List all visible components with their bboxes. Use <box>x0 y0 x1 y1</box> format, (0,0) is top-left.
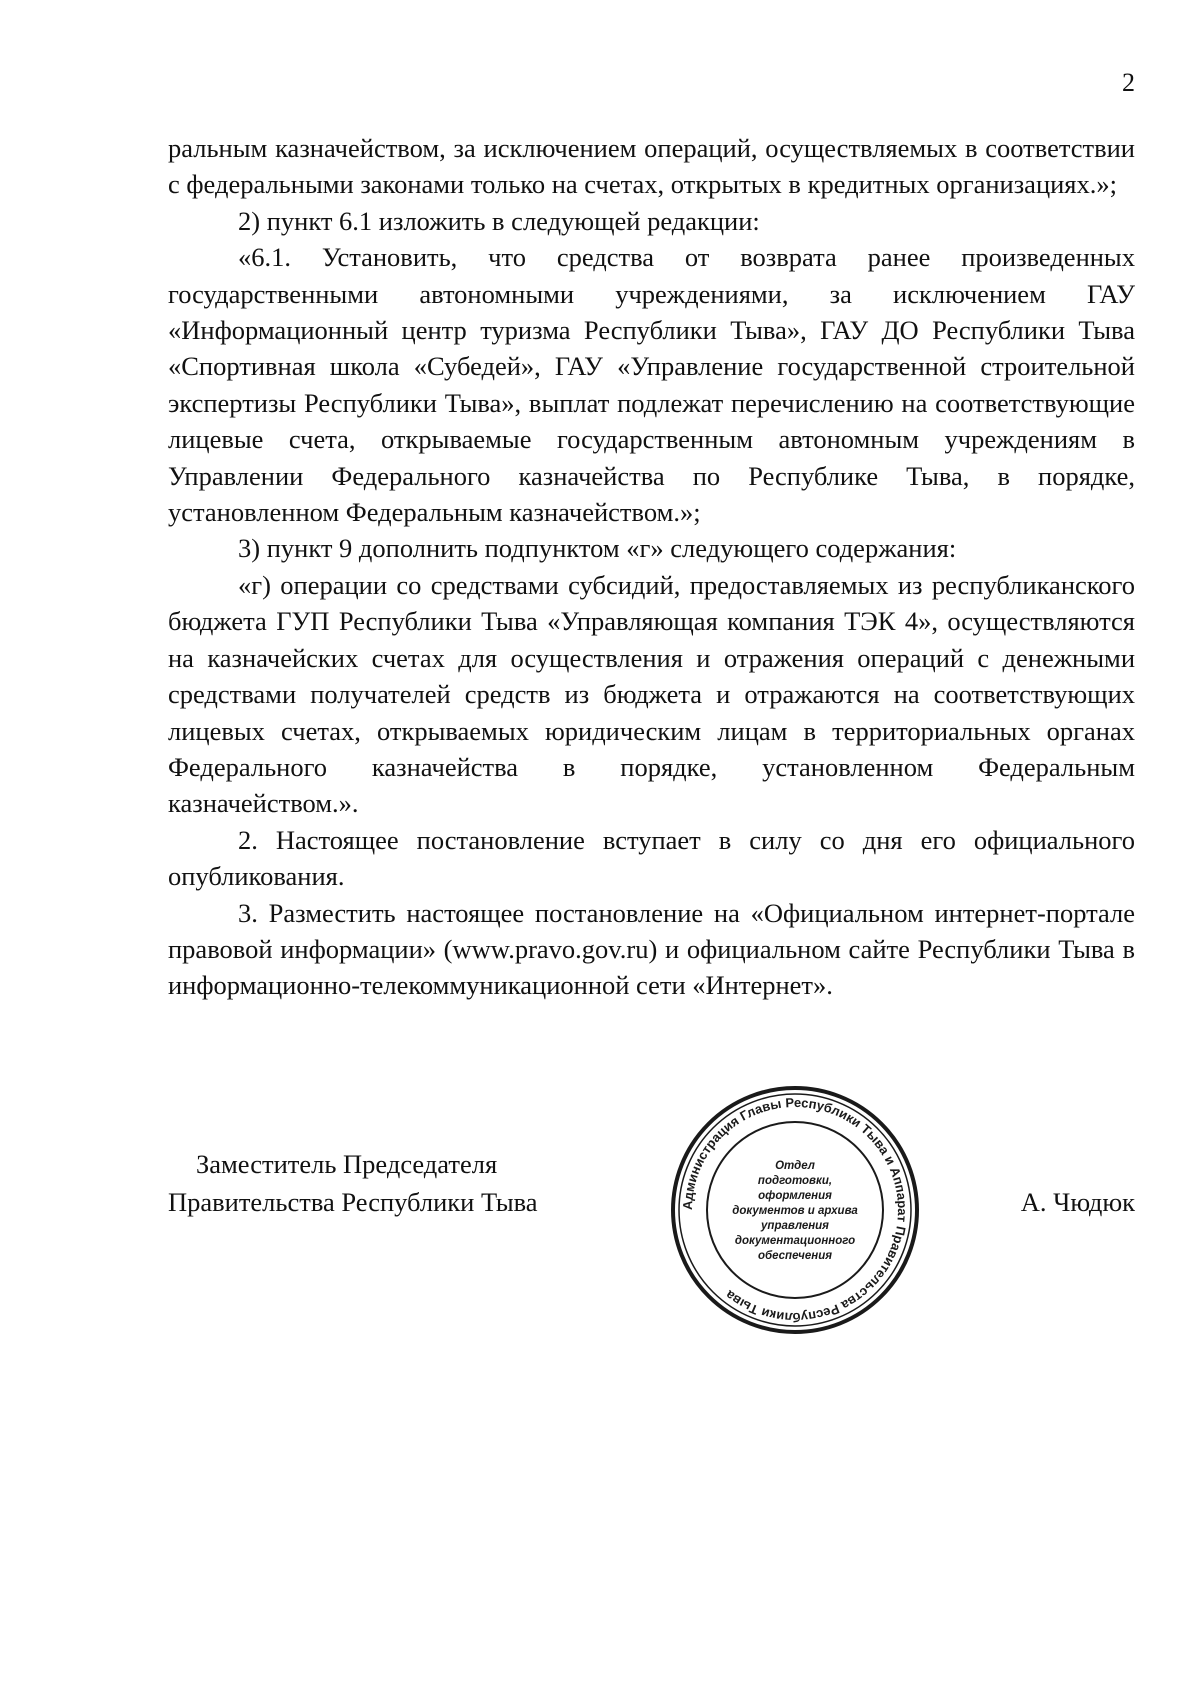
document-body <box>168 130 1135 1004</box>
paragraph-4: 3) пункт 9 дополнить подпунктом «г» следующего содержания: <box>238 533 957 564</box>
stamp-center-line-4: документов и архива <box>732 1205 858 1217</box>
official-stamp <box>665 1080 925 1340</box>
paragraph-6: 2. Настоящее постановление вступает в силу со дня его официального опубликования. <box>168 824 1135 892</box>
paragraph-5: «г) операции со средствами субсидий, предоставляемых из республиканского бюджета ГУП Республики Тыва «Управляющая компания ТЭК 4», осуществляются на казначейских счетах для осуществления и отражения операций с денежными средствами получателей средств из бюджета и отражаются на соответствующих лицевых счетах, открываемых юридическим лицам в территориальных органах Федерального казначейства в порядке, установленном Федеральным казначейством.». <box>168 569 1135 819</box>
paragraph-2: 2) пункт 6.1 изложить в следующей редакции: <box>238 205 760 236</box>
paragraph-3: «6.1. Установить, что средства от возврата ранее произведенных государственными автономными учреждениями, за исключением ГАУ «Информационный центр туризма Республики Тыва», ГАУ ДО Республики Тыва «Спортивная школа «Субедей», ГАУ «Управление государственной строительной экспертизы Республики Тыва», выплат подлежат перечислению на соответствующие лицевые счета, открываемые государственным автономным учреждениям в Управлении Федерального казначейства по Республике Тыва, в порядке, установленном Федеральным казначейством.»; <box>168 242 1135 528</box>
stamp-seal-graphic <box>665 1080 925 1340</box>
stamp-center-line-3: оформления <box>758 1190 832 1202</box>
paragraph-1: ральным казначейством, за исключением операций, осуществляемых в соответствии с федеральными законами только на счетах, открытых в кредитных организациях.»; <box>168 133 1135 200</box>
stamp-center-line-7: обеспечения <box>757 1250 833 1262</box>
stamp-center-line-6: документационного <box>734 1235 856 1247</box>
signer-position-line1: Заместитель Председателя <box>196 1149 498 1179</box>
signature-block <box>168 1145 588 1221</box>
stamp-center-line-2: подготовки, <box>757 1175 833 1187</box>
signer-name: А. Чюдюк <box>1020 1187 1135 1217</box>
stamp-ring-text-path: Администрация Главы Республики Тыва и Аппарат Правительства Республики Тыва <box>679 1094 911 1326</box>
stamp-center-line-1: Отдел <box>775 1160 815 1172</box>
signer-position-line2: Правительства Республики Тыва <box>168 1187 538 1217</box>
stamp-center-text <box>732 1160 858 1262</box>
page-number: 2 <box>1122 68 1135 97</box>
paragraph-7: 3. Разместить настоящее постановление на «Официальном интернет-портале правовой информации» (www.pravo.gov.ru) и официальном сайте Республики Тыва в информационно-телекоммуникационной сети «Интернет». <box>168 897 1135 1001</box>
stamp-center-line-5: управления <box>761 1220 829 1232</box>
